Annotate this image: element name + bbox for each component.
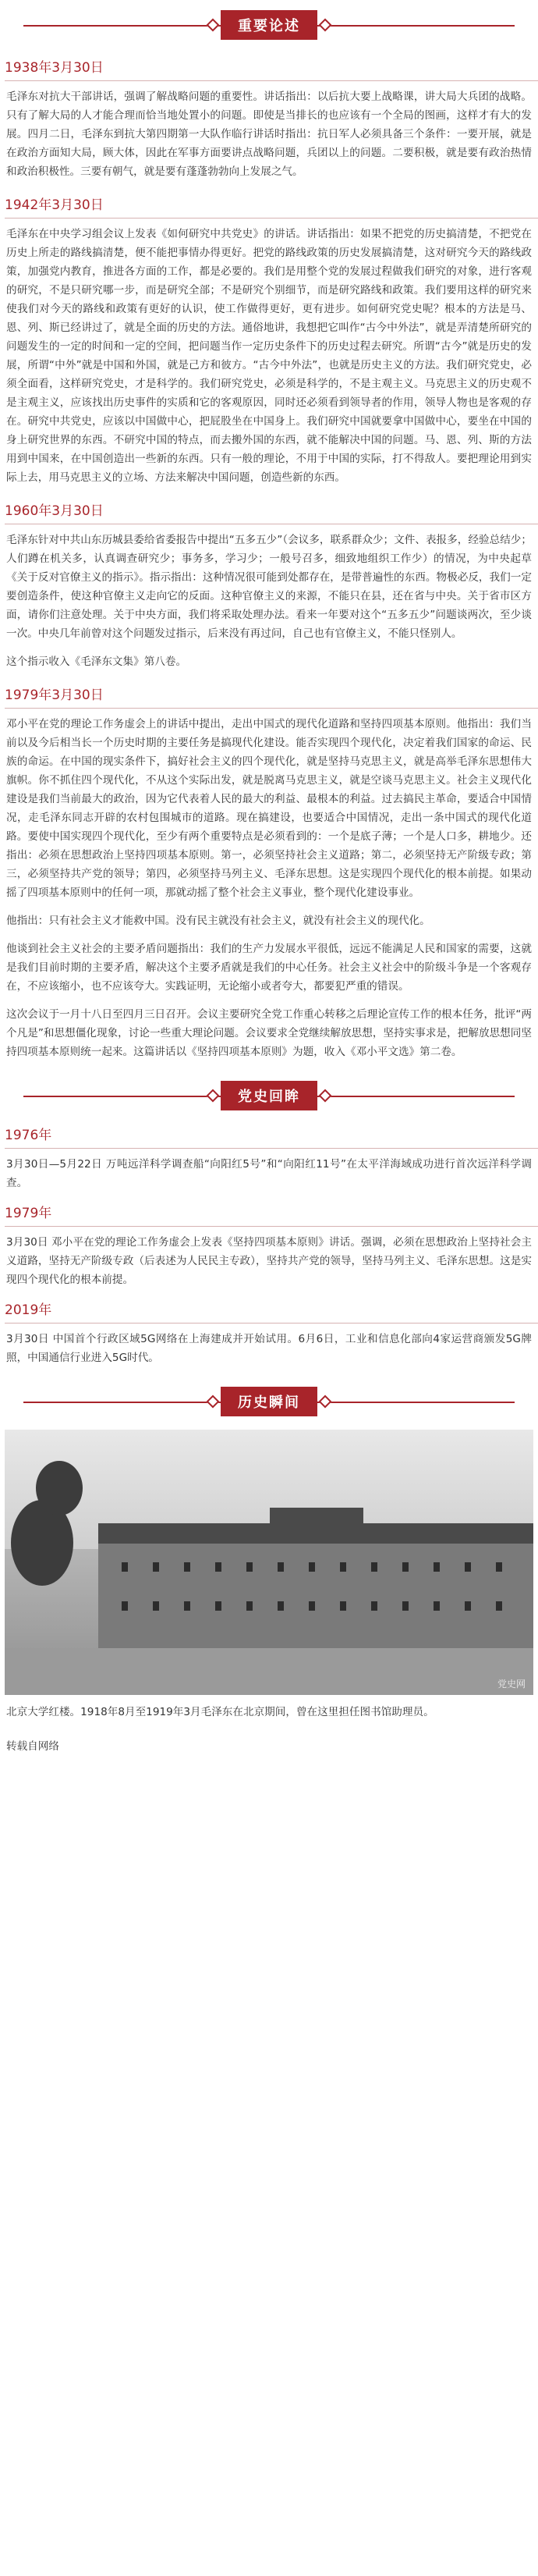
photo-caption: 北京大学红楼。1918年8月至1919年3月毛泽东在北京期间，曾在这里担任图书馆助理员。 — [6, 1706, 434, 1718]
entry-date: 1938年3月30日 — [5, 56, 538, 81]
photo-window — [371, 1601, 377, 1611]
photo-window — [340, 1601, 346, 1611]
photo-window — [246, 1601, 253, 1611]
photo-window — [434, 1601, 440, 1611]
photo-window — [465, 1601, 471, 1611]
section-header-important — [0, 8, 538, 42]
entry-date: 1979年3月30日 — [5, 684, 538, 709]
photo-window — [153, 1601, 159, 1611]
photo-watermark: 党史网 — [497, 1679, 526, 1690]
entry-date: 1960年3月30日 — [5, 499, 538, 524]
photo-window — [309, 1562, 315, 1572]
history-2019 — [0, 1299, 538, 1367]
section-title: 重要论述 — [221, 10, 317, 40]
photo-window — [278, 1601, 284, 1611]
section-title: 党史回眸 — [221, 1081, 317, 1110]
photo-window — [215, 1601, 221, 1611]
entry-date: 1942年3月30日 — [5, 194, 538, 219]
history-1979 — [0, 1202, 538, 1289]
history-text: 3月30日—5月22日 万吨远洋科学调查船“向阳红5号”和“向阳红11号”在太平洋海域成功进行首次远洋科学调查。 — [6, 1158, 532, 1189]
photo-window — [496, 1562, 502, 1572]
photo-window — [246, 1562, 253, 1572]
photo-window — [340, 1562, 346, 1572]
history-text: 3月30日 中国首个行政区域5G网络在上海建成并开始试用。6月6日，工业和信息化部向4家运营商颁发5G牌照，中国通信行业进入5G时代。 — [6, 1333, 532, 1364]
section-header-history-review — [0, 1078, 538, 1113]
entry-1960 — [0, 499, 538, 671]
history-text: 3月30日 邓小平在党的理论工作务虚会上发表《坚持四项基本原则》讲话。强调，必须在思想政治上坚持社会主义道路，坚持无产阶级专政（后表述为人民民主专政），坚持共产党的领导，坚持马列主义、毛泽东思想。这是实现四个现代化的根本前提。 — [6, 1236, 532, 1286]
entry-paragraph: 毛泽东针对中共山东历城县委给省委报告中提出“五多五少”（会议多，联系群众少；文件、表报多，经验总结少；人们蹲在机关多，认真调查研究少；事务多，学习少；一般号召多，细致地组织工作少）的情况，为中央起草《关于反对官僚主义的指示》。指示指出：这种情况很可能到处都存在，是带普遍性的东西。物极必反，我们一定要创造条件，使这种官僚主义走向它的反面。这种官僚主义的来源，不能只在县，还在省与中央。关于省市区方面，请你们注意处理。关于中央方面，我们将采取处理办法。看来一年要对这个“五多五少”问题谈两次，至少谈一次。中央几年前曾对这个问题发过指示，后来没有再过问，自己也有官僚主义，不能只怪别人。 — [6, 534, 532, 640]
historic-photo — [5, 1430, 533, 1695]
photo-window — [122, 1562, 128, 1572]
entry-1979 — [0, 684, 538, 1061]
photo-window — [309, 1601, 315, 1611]
entry-paragraph: 这个指示收入《毛泽东文集》第八卷。 — [6, 656, 187, 668]
page — [0, 8, 538, 2576]
photo-window — [153, 1562, 159, 1572]
photo-window — [402, 1601, 409, 1611]
photo-window — [215, 1562, 221, 1572]
entry-paragraph: 他指出：只有社会主义才能救中国。没有民主就没有社会主义，就没有社会主义的现代化。 — [6, 915, 430, 927]
history-year: 1976年 — [5, 1124, 538, 1149]
photo-window — [371, 1562, 377, 1572]
photo-window — [184, 1601, 190, 1611]
photo-window — [465, 1562, 471, 1572]
entry-paragraph: 他谈到社会主义社会的主要矛盾问题指出：我们的生产力发展水平很低，远远不能满足人民和国家的需要，这就是我们目前时期的主要矛盾，解决这个主要矛盾就是我们的中心任务。社会主义社会中的阶级斗争是一个客观存在，不应该缩小，也不应该夸大。实践证明，无论缩小或者夸大，都要犯严重的错误。 — [6, 943, 532, 993]
photo-window — [184, 1562, 190, 1572]
source-note: 转载自网络 — [6, 1740, 59, 1753]
photo-tree — [36, 1461, 83, 1515]
photo-ground — [5, 1648, 533, 1695]
photo-window — [496, 1601, 502, 1611]
entry-paragraph: 毛泽东对抗大干部讲话，强调了解战略问题的重要性。讲话指出：以后抗大要上战略课，讲大局大兵团的战略。只有了解大局的人才能合理而恰当地处置小的问题。即使是当排长的也应该有一个全局的图画，这样才有大的发展。四月二日，毛泽东到抗大第四期第一大队作临行讲话时指出：抗日军人必须具备三个条件：一要开展，就是在政治方面知大局，顾大体，因此在军事方面要讲点战略问题，兵团以上的问题。二要积极，就是要有政治热情和政治积极性。三要有朝气，就是要有蓬蓬勃勃向上发展之气。 — [6, 91, 532, 178]
history-year: 2019年 — [5, 1299, 538, 1324]
photo-roof — [270, 1508, 363, 1526]
entry-1942 — [0, 194, 538, 487]
history-year: 1979年 — [5, 1202, 538, 1227]
history-1976 — [0, 1124, 538, 1192]
entry-paragraph: 毛泽东在中央学习组会议上发表《如何研究中共党史》的讲话。讲话指出：如果不把党的历史搞清楚，不把党在历史上所走的路线搞清楚，便不能把事情办得更好。把党的路线政策的历史发展搞清楚，这对研究今天的路线政策，加强党内教育，推进各方面的工作，都是必要的。我们是用整个党的发展过程做我们研究的对象，进行客观的研究，不是只研究哪一步，而是研究全部；不是研究个别细节，而是研究路线和政策。我们要用这样的研究来使我们对今天的路线和政策有更好的认识，使工作做得更好，更有进步。如何研究党史呢？根本的方法是马、恩、列、斯已经讲过了，就是全面的历史的方法。通俗地讲，我想把它叫作“古今中外法”，就是弄清楚所研究的问题发生的一定的时间和一定的空间，把问题当作一定历史条件下的历史过程去研究。所谓“古今”就是历史的发展，所谓“中外”就是中国和外国，就是己方和彼方。“古今中外法”，也就是历史主义的方法。我们研究党史，必须全面看，这样研究党史，才是科学的。我们研究党史，必须是科学的，不是主观主义。马克思主义的历史观不是主观主义，应该找出历史事件的实质和它的客观原因，同时还必须看到领导者的作用，领导人物也是客观的存在。研究中共党史，应该以中国做中心，把屁股坐在中国身上。我们研究中国就要拿中国做中心，要坐在中国的身上研究世界的东西。不研究中国的特点，而去搬外国的东西，就不能解决中国的问题。马、恩、列、斯的方法用到中国来，在中国创造出一些新的东西。只有一般的理论，不用于中国的实际，打不得敌人。要把理论用到实际上去，用马克思主义的立场、方法来解决中国问题，创造些新的东西。 — [6, 228, 532, 484]
photo-window — [402, 1562, 409, 1572]
photo-window — [434, 1562, 440, 1572]
photo-window — [278, 1562, 284, 1572]
section-header-history-moment — [0, 1384, 538, 1419]
entry-paragraph: 这次会议于一月十八日至四月三日召开。会议主要研究全党工作重心转移之后理论宣传工作的根本任务，批评“两个凡是”和思想僵化现象，讨论一些重大理论问题。会议要求全党继续解放思想，坚持实事求是，把解放思想同坚持四项基本原则统一起来。这篇讲话以《坚持四项基本原则》为题，收入《邓小平文选》第二卷。 — [6, 1008, 532, 1058]
section-title: 历史瞬间 — [221, 1387, 317, 1416]
entry-paragraph: 邓小平在党的理论工作务虚会上的讲话中提出，走出中国式的现代化道路和坚持四项基本原则。他指出：我们当前以及今后相当长一个历史时期的主要任务是搞现代化建设。能否实现四个现代化，决定着我们国家的命运、民族的命运。在中国的现实条件下，搞好社会主义的四个现代化，就是坚持马克思主义，就是高举毛泽东思想伟大旗帜。你不抓住四个现代化，不从这个实际出发，就是脱离马克思主义，就是空谈马克思主义。社会主义现代化建设是我们当前最大的政治，因为它代表着人民的最大的利益、最根本的利益。过去搞民主革命，要适合中国情况，走毛泽东同志开辟的农村包围城市的道路。现在搞建设，也要适合中国情况，走出一条中国式的现代化道路。要使中国实现四个现代化，至少有两个重要特点是必须看到的：一个是底子薄；一个是人口多，耕地少。还指出：必须在思想政治上坚持四项基本原则。第一，必须坚持社会主义道路；第二，必须坚持无产阶级专政；第三，必须坚持共产党的领导；第四，必须坚持马列主义、毛泽东思想。这是实现四个现代化的根本前提。如果动摇了四项基本原则中的任何一项，那就动摇了整个社会主义事业，整个现代化建设事业。 — [6, 718, 532, 899]
photo-window — [122, 1601, 128, 1611]
entry-1938 — [0, 56, 538, 181]
